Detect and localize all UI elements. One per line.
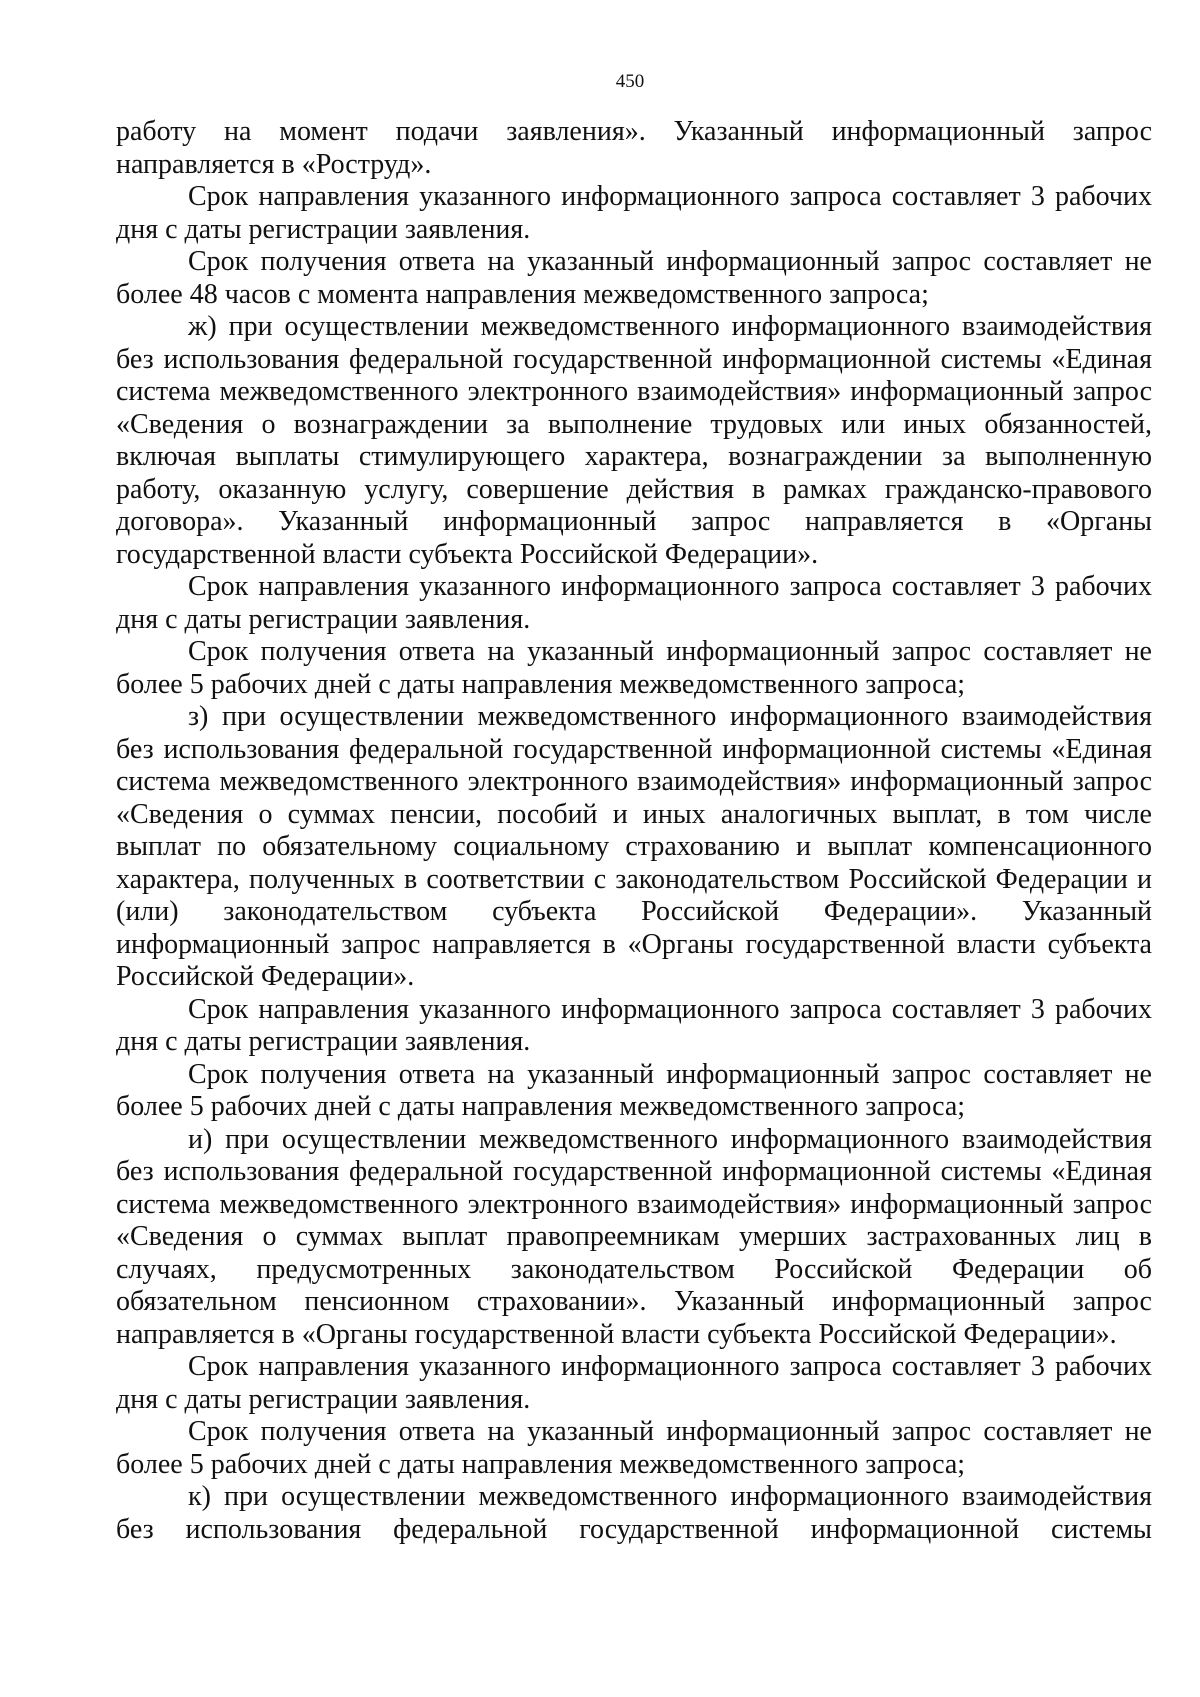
paragraph: Срок направления указанного информационного запроса составляет 3 рабочих дня с даты регистрации заявления. [116,571,1152,635]
paragraph: Срок получения ответа на указанный информационный запрос составляет не более 5 рабочих дней с даты направления межведомственного запроса; [116,636,1152,700]
paragraph: Срок получения ответа на указанный информационный запрос составляет не более 5 рабочих дней с даты направления межведомственного запроса; [116,1058,1152,1122]
paragraph: Срок направления указанного информационного запроса составляет 3 рабочих дня с даты регистрации заявления. [116,181,1152,245]
paragraph: и) при осуществлении межведомственного информационного взаимодействия без использования федеральной государственной информационной системы «Единая система межведомственного электронного взаимодействия» информационный запрос «Сведения о суммах выплат правопреемникам умерших застрахованных лиц в случаях, предусмотренных законодательством Российской Федерации об обязательном пенсионном страховании». Указанный информационный запрос направляется в «Органы государственной власти субъекта Российской Федерации». [116,1123,1152,1350]
paragraph: Срок получения ответа на указанный информационный запрос составляет не более 48 часов с момента направления межведомственного запроса; [116,246,1152,310]
paragraph: з) при осуществлении межведомственного информационного взаимодействия без использования федеральной государственной информационной системы «Единая система межведомственного электронного взаимодействия» информационный запрос «Сведения о суммах пенсии, пособий и иных аналогичных выплат, в том числе выплат по обязательному социальному страхованию и выплат компенсационного характера, полученных в соответствии с законодательством Российской Федерации и (или) законодательством субъекта Российской Федерации». Указанный информационный запрос направляется в «Органы государственной власти субъекта Российской Федерации». [116,701,1152,992]
paragraph: Срок направления указанного информационного запроса составляет 3 рабочих дня с даты регистрации заявления. [116,1351,1152,1415]
paragraph: Срок направления указанного информационного запроса составляет 3 рабочих дня с даты регистрации заявления. [116,993,1152,1057]
paragraph: Срок получения ответа на указанный информационный запрос составляет не более 5 рабочих дней с даты направления межведомственного запроса; [116,1416,1152,1480]
document-body [116,116,1152,1546]
paragraph: ж) при осуществлении межведомственного информационного взаимодействия без использования федеральной государственной информационной системы «Единая система межведомственного электронного взаимодействия» информационный запрос «Сведения о вознаграждении за выполнение трудовых или иных обязанностей, включая выплаты стимулирующего характера, вознаграждении за выполненную работу, оказанную услугу, совершение действия в рамках гражданско-правового договора». Указанный информационный запрос направляется в «Органы государственной власти субъекта Российской Федерации». [116,311,1152,570]
page-number: 450 [615,71,645,92]
paragraph: работу на момент подачи заявления». Указанный информационный запрос направляется в «Роструд». [116,116,1152,180]
paragraph: к) при осуществлении межведомственного информационного взаимодействия без использования федеральной государственной информационной системы [116,1481,1152,1545]
